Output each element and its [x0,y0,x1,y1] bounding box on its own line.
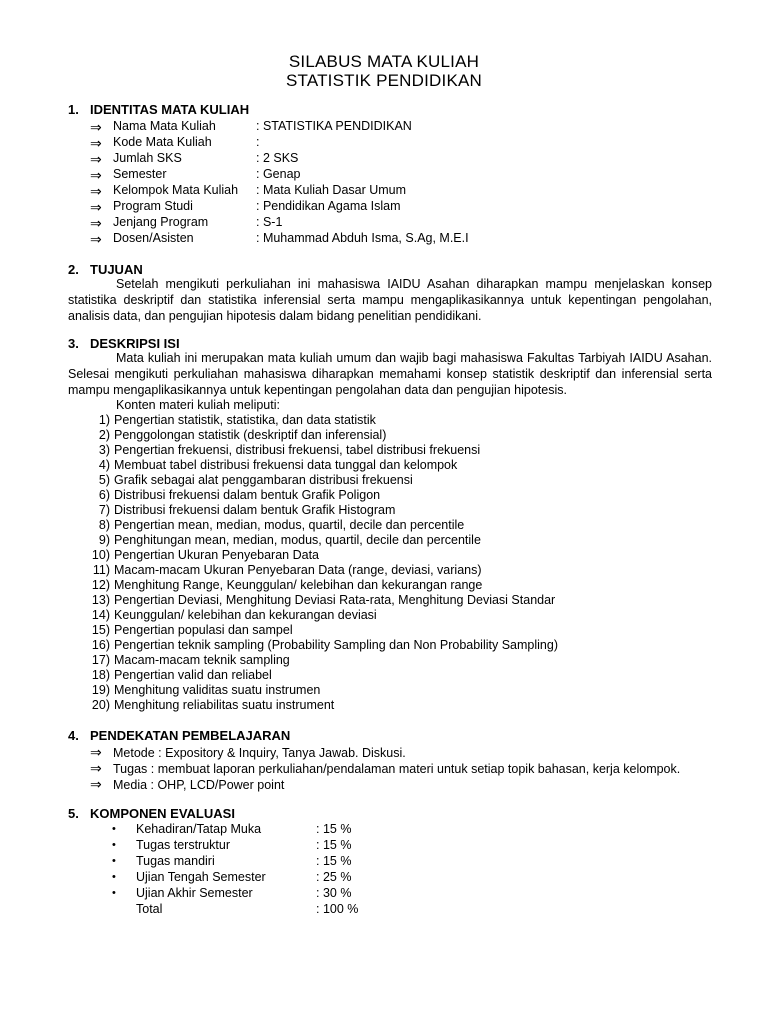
evaluation-total-value: : 100 % [316,902,359,916]
evaluation-value: : 30 % [316,886,352,900]
list-number: 9) [98,533,110,547]
identity-value: : 2 SKS [256,151,299,165]
list-text: Pengertian populasi dan sampel [114,623,293,637]
identity-value: : STATISTIKA PENDIDIKAN [256,119,412,133]
identity-row [90,119,412,136]
section-1-heading [68,102,249,117]
list-number: 10) [91,548,110,562]
list-number: 3) [98,443,110,457]
list-number: 4) [98,458,110,472]
list-text: Pengertian frekuensi, distribusi frekuensi, tabel distribusi frekuensi [114,443,481,457]
identity-row [90,167,301,184]
section-title: IDENTITAS MATA KULIAH [90,102,250,117]
list-number: 8) [98,518,110,532]
list-number: 16) [91,638,110,652]
list-number: 12) [91,578,110,592]
identity-label: Program Studi [113,199,193,213]
evaluation-value: : 15 % [316,822,352,836]
identity-row [90,215,283,232]
list-number: 11) [92,563,110,577]
identity-row [90,135,260,152]
arrow-right-icon: ⇒ [90,199,102,215]
list-text: Pengertian teknik sampling (Probability Sampling dan Non Probability Sampling) [114,638,558,652]
identity-label: Kelompok Mata Kuliah [113,183,239,197]
evaluation-label: Tugas terstruktur [136,838,231,852]
evaluation-value: : 15 % [316,838,352,852]
list-text: Keunggulan/ kelebihan dan kekurangan deviasi [114,608,377,622]
method-text: Tugas : membuat laporan perkuliahan/pendalaman materi untuk setiap topik bahasan, kerja kelompok. [113,762,681,776]
konten-intro: Konten materi kuliah meliputi: [116,398,280,412]
list-number: 6) [98,488,110,502]
list-text: Macam-macam Ukuran Penyebaran Data (range, deviasi, varians) [114,563,482,577]
evaluation-label: Ujian Tengah Semester [136,870,266,884]
list-text: Pengertian statistik, statistika, dan data statistik [114,413,376,427]
title-line-2: STATISTIK PENDIDIKAN [285,71,483,90]
list-number: 20) [91,698,110,712]
arrow-right-icon: ⇒ [90,744,102,760]
list-text: Distribusi frekuensi dalam bentuk Grafik Histogram [114,503,396,517]
identity-value: : Genap [256,167,301,181]
identity-label: Jenjang Program [113,215,209,229]
identity-label: Semester [113,167,167,181]
arrow-right-icon: ⇒ [90,151,102,167]
method-row [90,776,284,793]
method-row [90,760,680,777]
list-text: Penggolongan statistik (deskriptif dan inferensial) [114,428,387,442]
section-title: PENDEKATAN PEMBELAJARAN [90,728,291,743]
method-text: Metode : Expository & Inquiry, Tanya Jawab. Diskusi. [113,746,406,760]
section-title: TUJUAN [90,262,143,277]
identity-row [90,199,401,216]
arrow-right-icon: ⇒ [90,215,102,231]
identity-row [90,231,469,248]
evaluation-value: : 25 % [316,870,352,884]
bullet-icon: • [112,855,116,867]
list-text: Membuat tabel distribusi frekuensi data tunggal dan kelompok [114,458,458,472]
identity-value: : Muhammad Abduh Isma, S.Ag, M.E.I [256,231,469,245]
section-5-heading [68,806,235,821]
section-3-heading [68,336,180,351]
evaluation-label: Tugas mandiri [136,854,215,868]
arrow-right-icon: ⇒ [90,760,102,776]
section-number: 1. [68,102,79,117]
arrow-right-icon: ⇒ [90,776,102,792]
list-number: 5) [98,473,110,487]
arrow-right-icon: ⇒ [90,135,102,151]
evaluation-label: Ujian Akhir Semester [136,886,253,900]
title-line-1: SILABUS MATA KULIAH [288,52,480,71]
section-number: 5. [68,806,79,821]
list-text: Pengertian valid dan reliabel [114,668,272,682]
list-number: 2) [98,428,110,442]
list-text: Menghitung reliabilitas suatu instrument [114,698,335,712]
list-text: Pengertian Ukuran Penyebaran Data [114,548,319,562]
list-text: Menghitung Range, Keunggulan/ kelebihan dan kekurangan range [114,578,483,592]
evaluation-label: Kehadiran/Tatap Muka [136,822,262,836]
list-number: 18) [91,668,110,682]
list-text: Macam-macam teknik sampling [114,653,290,667]
tujuan-paragraph: Setelah mengikuti perkuliahan ini mahasiswa IAIDU Asahan diharapkan mampu menjelaskan konsep statistika deskriptif dan statistika inferensial serta mampu mengaplikasikannya untuk kepentingan pengolahan, analisis data, dan pengujian hipotesis dalam bidang penelitian pendidikani. [68,277,712,323]
list-text: Pengertian Deviasi, Menghitung Deviasi Rata-rata, Menghitung Deviasi Standar [114,593,556,607]
list-text: Penghitungan mean, median, modus, quartil, decile dan percentile [114,533,481,547]
arrow-right-icon: ⇒ [90,167,102,183]
identity-label: Jumlah SKS [113,151,182,165]
section-number: 2. [68,262,79,277]
section-number: 3. [68,336,79,351]
arrow-right-icon: ⇒ [90,231,102,247]
section-number: 4. [68,728,79,743]
identity-value: : Pendidikan Agama Islam [256,199,401,213]
bullet-icon: • [112,839,116,851]
deskripsi-paragraph: Mata kuliah ini merupakan mata kuliah umum dan wajib bagi mahasiswa Fakultas Tarbiyah IAIDU Asahan. Selesai mengikuti perkuliahan mahasiswa diharapkan memahami konsep statistik deskriptif dan inferensial serta mampu mengaplikasikannya untuk kepentingan pengolahan data dan pengujian hipotesis. [68,351,712,397]
bullet-icon: • [112,823,116,835]
identity-row [90,183,407,200]
arrow-right-icon: ⇒ [90,183,102,199]
section-2-heading [68,262,143,277]
list-number: 14) [91,608,110,622]
method-row [90,744,406,761]
list-number: 19) [91,683,110,697]
list-number: 7) [98,503,110,517]
list-number: 15) [91,623,110,637]
arrow-right-icon: ⇒ [90,119,102,135]
section-title: KOMPONEN EVALUASI [90,806,235,821]
evaluation-value: : 15 % [316,854,352,868]
evaluation-total-label: Total [136,902,163,916]
identity-value: : S-1 [256,215,283,229]
identity-value: : Mata Kuliah Dasar Umum [256,183,407,197]
identity-label: Kode Mata Kuliah [113,135,212,149]
bullet-icon: • [112,871,116,883]
list-number: 1) [98,413,110,427]
section-title: DESKRIPSI ISI [90,336,180,351]
bullet-icon: • [112,887,116,899]
list-text: Distribusi frekuensi dalam bentuk Grafik Poligon [114,488,381,502]
list-text: Pengertian mean, median, modus, quartil, decile dan percentile [114,518,465,532]
list-number: 17) [91,653,110,667]
identity-label: Dosen/Asisten [113,231,194,245]
list-number: 13) [91,593,110,607]
list-text: Menghitung validitas suatu instrumen [114,683,321,697]
identity-label: Nama Mata Kuliah [113,119,216,133]
section-4-heading [68,728,290,743]
list-text: Grafik sebagai alat penggambaran distribusi frekuensi [114,473,413,487]
method-text: Media : OHP, LCD/Power point [113,778,285,792]
identity-row [90,151,299,168]
identity-value: : [256,135,260,149]
